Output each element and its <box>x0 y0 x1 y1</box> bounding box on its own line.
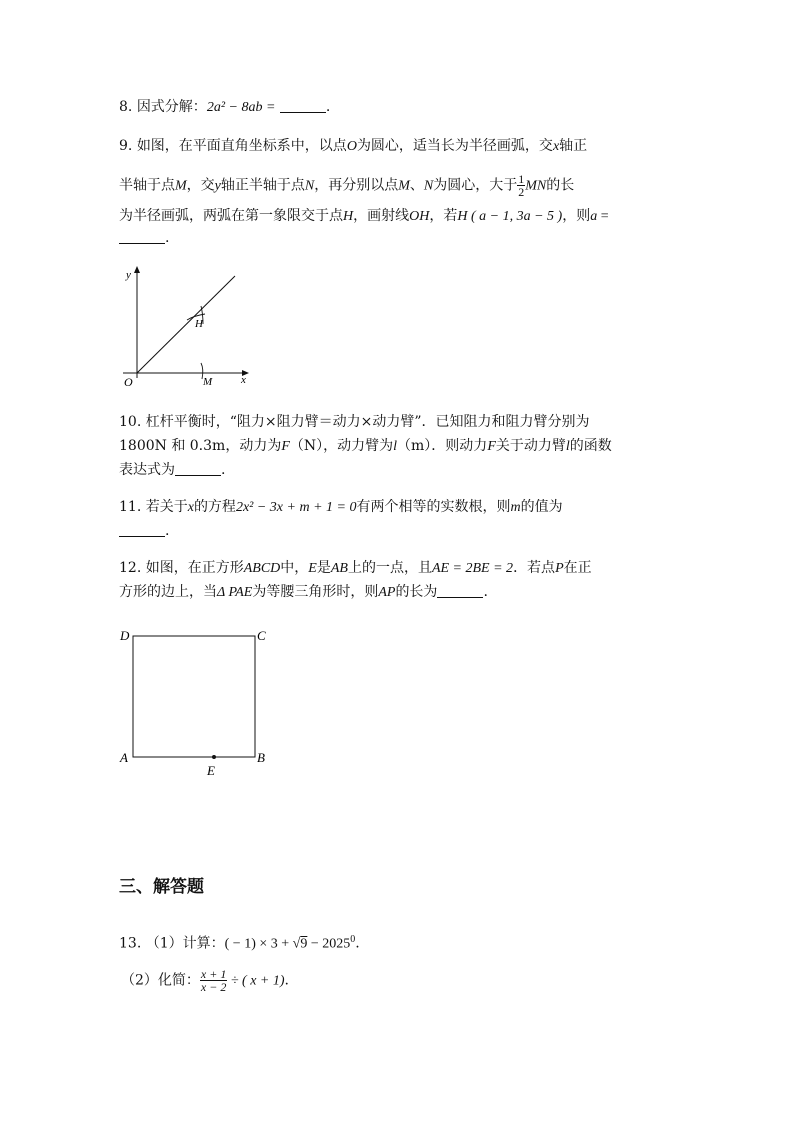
q10-text-2a: 1800N 和 0.3m，动力为 <box>119 438 282 454</box>
q9-text-3d: ，则 <box>562 208 591 224</box>
q10-text-2b: （N），动力臂为 <box>289 438 394 454</box>
q10-f2: F <box>487 439 496 454</box>
q11-text-1b: 的方程 <box>193 499 236 515</box>
vertex-a-label: A <box>120 750 128 765</box>
q9-text-2d: ，再分别以点 <box>314 177 399 194</box>
q9-h-coords: H ( a − 1, 3a − 5 ) <box>457 209 563 224</box>
q11-number: 11. <box>119 499 142 515</box>
q13-number: 13. <box>119 935 142 952</box>
q9-text-1c: 轴正 <box>559 138 588 154</box>
square-abcd <box>133 636 255 757</box>
q9-frac-den: 2 <box>518 185 525 199</box>
y-axis-label: y <box>126 269 131 281</box>
q12-abcd: ABCD <box>243 561 281 576</box>
q9-point-n2: N <box>423 178 434 194</box>
q10-answer-blank <box>175 461 221 476</box>
q10-period: . <box>221 462 226 478</box>
q9-point-o: O <box>346 139 357 154</box>
q9-point-m2: M <box>398 178 410 194</box>
figure-coordinate-plane <box>115 262 255 390</box>
q10-text-1: 杠杆平衡时，“阻力×阻力臂＝动力×动力臂”．已知阻力和阻力臂分别为 <box>145 414 590 430</box>
question-9-line-2 <box>119 173 574 198</box>
q8-number: 8. <box>119 99 133 115</box>
q10-text-3: 表达式为 <box>119 462 175 478</box>
q9-sep: 、 <box>409 177 424 194</box>
section-heading: 三、解答题 <box>119 877 204 897</box>
question-13-part-1 <box>119 930 360 955</box>
q13-frac-num: x + 1 <box>200 967 227 981</box>
q10-l2: l <box>565 439 570 454</box>
question-9-line-1 <box>119 136 587 157</box>
q11-answer-blank <box>119 522 165 537</box>
q12-text-1e: ．若点 <box>513 560 556 576</box>
question-9-line-4 <box>119 228 169 248</box>
q9-period: . <box>165 230 170 246</box>
q12-text-2b: 为等腰三角形时，则 <box>252 584 379 600</box>
figure-square <box>115 624 275 780</box>
q13-expr-1a: ( − 1) × 3 + <box>224 936 293 952</box>
q9-eq: = <box>597 209 609 224</box>
q12-ap: AP <box>378 585 396 600</box>
q8-period: . <box>325 99 331 115</box>
q11-period: . <box>165 523 170 539</box>
vertex-b-label: B <box>257 750 265 765</box>
q13-period-1: . <box>355 935 360 952</box>
q13-sqrt-sign: √ <box>292 936 301 952</box>
point-h-label: H <box>195 318 203 330</box>
q9-text-2e: 为圆心，大于 <box>433 177 518 194</box>
q12-period: . <box>483 584 488 600</box>
q10-number: 10. <box>119 414 142 430</box>
q13-frac-den: x − 2 <box>200 980 227 994</box>
question-8 <box>119 97 330 118</box>
point-e-label: E <box>207 763 215 778</box>
q11-text-1a: 若关于 <box>145 499 188 515</box>
q12-number: 12. <box>119 560 142 576</box>
q10-text-2d: 关于动力臂 <box>495 438 566 454</box>
q9-text-2b: ，交 <box>186 177 215 194</box>
q12-text-2a: 方形的边上，当 <box>119 584 217 600</box>
q11-text-1c: 有两个相等的实数根，则 <box>356 499 511 515</box>
q13-part1-label: （1）计算： <box>145 935 225 952</box>
question-11-line-2 <box>119 521 169 541</box>
q10-l: l <box>393 439 398 454</box>
q12-answer-blank <box>437 583 483 598</box>
question-10-line-2 <box>119 436 612 457</box>
q12-text-1f: 在正 <box>563 560 592 576</box>
q9-text-3b: ，画射线 <box>353 208 410 224</box>
q10-text-2e: 的函数 <box>569 438 612 454</box>
q12-text-1d: 上的一点，且 <box>347 560 432 576</box>
q9-text-2f: 的长 <box>546 177 575 194</box>
question-12-line-1 <box>119 558 592 579</box>
q9-oh: OH <box>409 209 430 224</box>
question-12-line-2 <box>119 582 488 603</box>
q12-text-2c: 的长为 <box>395 584 438 600</box>
q9-point-m: M <box>175 178 187 194</box>
question-13-part-2 <box>121 968 289 993</box>
q12-text-1b: 中， <box>280 560 309 576</box>
q12-condition: AE = 2BE = 2 <box>431 561 514 576</box>
point-e-dot <box>212 755 216 759</box>
q9-text-2c: 轴正半轴于点 <box>220 177 305 194</box>
question-9-line-3 <box>119 206 609 227</box>
question-10-line-3 <box>119 460 225 480</box>
q12-text-1a: 如图，在正方形 <box>145 560 244 576</box>
y-axis-arrow <box>134 266 140 273</box>
q13-radicand: 9 <box>300 936 308 952</box>
q9-text-3a: 为半径画弧，两弧在第一象限交于点 <box>119 208 343 224</box>
q9-text-1b: 为圆心，适当长为半径画弧，交 <box>356 138 553 154</box>
q11-text-1d: 的值为 <box>520 499 563 515</box>
question-11-line-1 <box>119 497 563 518</box>
q9-x: x <box>552 139 560 154</box>
q12-p: P <box>555 561 564 576</box>
q9-point-n: N <box>304 178 315 194</box>
q10-text-2c: （m）．则动力 <box>397 438 488 454</box>
q9-y: y <box>214 178 221 194</box>
q8-expression: 2a² − 8ab = <box>206 100 276 115</box>
q9-text-3c: ，若 <box>429 208 458 224</box>
vertex-c-label: C <box>257 628 266 643</box>
q9-number: 9. <box>119 138 133 154</box>
q13-fraction <box>200 968 227 993</box>
q13-exponent: 0 <box>350 934 356 945</box>
origin-label: O <box>124 375 133 389</box>
q13-part2-label: （2）化简： <box>121 972 200 989</box>
q11-equation: 2x² − 3x + m + 1 = 0 <box>235 500 357 515</box>
q9-text-2a: 半轴于点 <box>119 177 175 194</box>
q11-m: m <box>510 500 521 515</box>
q13-expr-1b: − 2025 <box>307 936 351 952</box>
q12-triangle: Δ PAE <box>217 585 253 600</box>
q12-e: E <box>308 561 317 576</box>
q9-point-h: H <box>343 209 354 224</box>
q8-answer-blank <box>280 98 326 113</box>
q12-ab: AB <box>330 561 348 576</box>
q11-x: x <box>187 500 194 515</box>
question-10-line-1 <box>119 412 590 432</box>
q13-expr-2: ÷ ( x + 1) <box>227 973 285 989</box>
point-m-label: M <box>203 376 213 388</box>
q12-text-1c: 是 <box>316 560 331 576</box>
x-axis-label: x <box>241 374 246 386</box>
q8-text: 因式分解： <box>136 99 207 115</box>
q9-answer-blank <box>119 229 165 244</box>
vertex-d-label: D <box>120 628 130 643</box>
q9-frac-num: 1 <box>518 172 525 186</box>
q13-period-2: . <box>284 972 289 989</box>
q9-mn: MN <box>525 178 547 194</box>
q9-a: a <box>590 209 598 224</box>
q10-f: F <box>281 439 290 454</box>
q9-text-1a: 如图，在平面直角坐标系中，以点 <box>136 138 347 154</box>
ray-oh <box>137 276 235 373</box>
